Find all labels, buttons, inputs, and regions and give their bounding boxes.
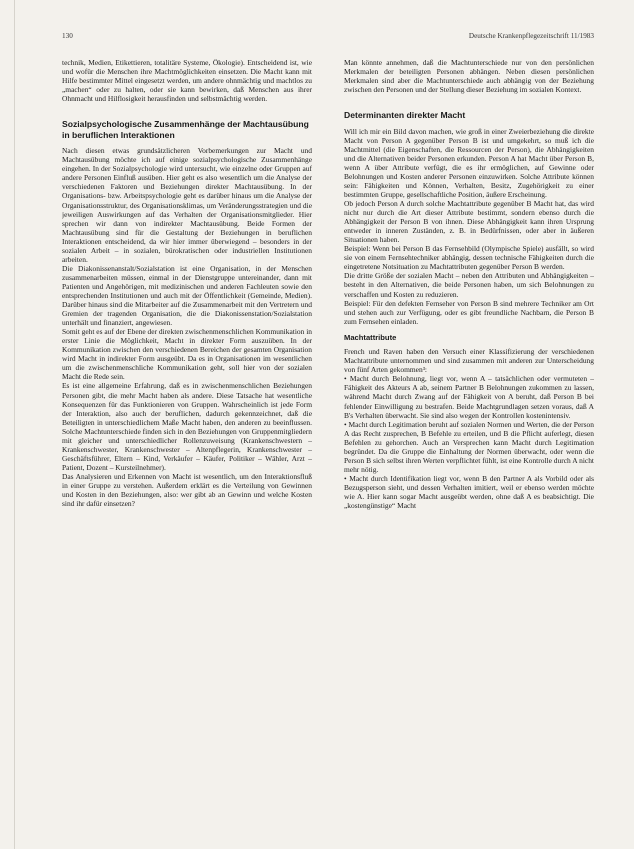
paragraph: Nach diesen etwas grundsätzlicheren Vorbemerkungen zur Macht und Machtausübung möchte ich auf einige sozialpsychologische Zusammenhänge eingehen. In der Sozialpsychologie wird untersucht, wie einzelne oder Gruppen auf andere Personen Einfluß ausüben. Hier geht es also wesentlich um die Analyse der verschiedenen Faktoren und Beziehungen direkter Machtausübung. In der Organisations- bzw. Arbeitspsychologie geht es darüber hinaus um die Analyse der Organisationsstruktur, des Organisationsklimas, um Veränderungsstrategien und die jeweiligen Auswirkungen auf das Verhalten der Organisationsmitglieder. Hier sprechen wir dann von indirekter Machtausübung. Beide Formen der Machtausübung sind für die Gestaltung der Beziehungen in beruflichen Interaktionen entscheidend, da wir hier immer überwiegend – besonders in der sozialen Arbeit – in sozialen, bürokratischen oder industriellen Institutionen arbeiten. [62,146,312,264]
page-header [62,32,594,40]
section-heading: Determinanten direkter Macht [344,110,466,121]
paragraph: Die dritte Größe der sozialen Macht – neben den Attributen und Abhängigkeiten – besteht in den Alternativen, die beide Personen haben, um sich Belohnungen zu verschaffen und Kosten zu reduzieren. [344,271,594,299]
running-head: Deutsche Krankenpflegezeitschrift 11/1983 [468,32,594,40]
paragraph: Man könnte annehmen, daß die Machtunterschiede nur von den persönlichen Merkmalen der beteiligten Personen abhängen. Neben diesen persönlichen Merkmalen sind aber die Machtunterschiede auch abhängig von der Beziehung zwischen den Personen und der Stellung dieser Beziehung im sozialen Kontext. [344,58,594,95]
paragraph: Will ich mir ein Bild davon machen, wie groß in einer Zweierbeziehung die direkte Macht von Person A gegenüber Person B ist und umgekehrt, so muß ich die Machtmittel (die Eigenschaften, die Ressourcen der Person), die Abhängigkeiten und die Alternativen beider Personen erkunden. Person A hat Macht über Person B, wenn A über Attribute verfügt, die es ihr ermöglichen, auf Gewinne oder Belohnungen und Kosten anderer Personen einzuwirken. Solche Attribute können sein: Fähigkeiten und Können, Verhalten, Besitz, Zugehörigkeit zu einer bestimmten Gruppe, gesellschaftliche Position, äußere Erscheinung. [344,126,594,200]
paragraph: Das Analysieren und Erkennen von Macht ist wesentlich, um den Interaktionsfluß in einer Gruppe zu verstehen. Außerdem erklärt es die Verteilung von Gewinnen und Kosten in den Beziehungen, also: wer gibt ab an Gewinn und welche Kosten sind ihr dafür einsetzen? [62,471,312,509]
paragraph: technik, Medien, Etikettieren, totalitäre Systeme, Ökologie). Entscheidend ist, wie und wofür die Menschen ihre Machtmöglichkeiten einsetzen. Die Macht kann mit Hilfe bestimmter Mittel eingesetzt werden, um andere ohnmächtig und machtlos zu „machen“ oder zu halten, oder sie kann bewirken, daß Menschen aus ihrer Ohnmacht und Hilflosigkeit herausfinden und selbstmächtig werden. [62,58,312,104]
right-column [344,58,594,828]
paragraph: • Macht durch Legitimation beruht auf sozialen Normen und Werten, die der Person A das Recht zusprechen, B Befehle zu erteilen, und B die Pflicht auferlegt, diesen Befehlen zu gehorchen. Auch an Versprechen kann Macht durch Legitimation begründet. Da die Gruppe die Einhaltung der Normen überwacht, oder wenn die Person B sich selbst ihren Werten verpflichtet fühlt, ist eine Kontrolle durch A nicht mehr nötig. [344,419,594,474]
left-column [62,58,312,821]
paragraph: Beispiel: Für den defekten Fernseher von Person B sind mehrere Techniker am Ort und stehen auch zur Verfügung, oder es gibt freundliche Nachbarn, die Person B zum Fernsehen einladen. [344,298,594,326]
paragraph: Ob jedoch Person A durch solche Machtattribute gegenüber B Macht hat, das wird nicht nur durch die Art dieser Attribute bestimmt, sondern ebenso durch die Abhängigkeit der Person B von ihnen. Diese Abhängigkeit kann ihren Ursprung entweder in inneren Zuständen, z. B. in Bedürfnissen, oder aber in äußeren Situationen haben. [344,199,594,245]
paragraph: • Macht durch Belohnung, liegt vor, wenn A – tatsächlichen oder vermuteten – Fähigkeit des Akteurs A ab, seinem Partner B Belohnungen zukommen zu lassen, während Macht durch Zwang auf der Fähigkeit von A beruht, daß Person B bei fehlender Einwilligung zu bestrafen. Beide Machtgrundlagen setzen voraus, daß A B's Verhalten überwacht. Sie sind also wegen der Kontrollen kostenintensiv. [344,374,594,420]
paragraph: Die Diakonissenanstalt/Sozialstation ist eine Organisation, in der Menschen zusammenarbeiten müssen, einmal in der Dienstgruppe untereinander, dann mit Patienten und Angehörigen, mit medizinischen und anderen Fachleuten sowie den entsprechenden Institutionen und auch mit der Öffentlichkeit (Gemeinde, Medien). Darüber hinaus sind die Mitarbeiter auf die Zusammenarbeit mit den Vertretern und Gremien der tragenden Organisation, die die Diakonissenstation/Sozialstation unterhält und finanziert, angewiesen. [62,263,312,328]
page-number: 130 [62,32,73,40]
paragraph: French und Raven haben den Versuch einer Klassifizierung der verschiedenen Machtattribute unternommen und sind zusammen mit anderen zur Unterscheidung von fünf Arten gekommen³: [344,347,594,375]
paragraph: Es ist eine allgemeine Erfahrung, daß es in zwischenmenschlichen Beziehungen Personen gibt, die mehr Macht haben als andere. Diese Tatsache hat wesentliche Konsequenzen für das Funktionieren von Gruppen. Wahrscheinlich ist jede Form der Interaktion, also auch der beruflichen, dadurch gekennzeichnet, daß die Beteiligten in unterschiedlichem Maße Macht haben, den anderen zu beeinflussen. Solche Machtunterschiede finden sich in den Beziehungen von Gruppenmitgliedern mit gleicher und unterschiedlicher Rollenzuweisung (Krankenschwestern – Krankenschwester, Krankenschwester – Altenpflegerin, Krankenschwester – Geschäftsführer, Eltern – Kind, Verkäufer – Käufer, Politiker – Wähler, Arzt – Patient, Dozent – Kursteilnehmer). [62,381,312,472]
paragraph: Beispiel: Wenn bei Person B das Fernsehbild (Olympische Spiele) ausfällt, so wird sie von einem Fernsehtechniker abhängig, dessen technische Fähigkeiten durch die eingetretene Notsituation zu Machtattributen gegenüber Person B werden. [344,244,594,272]
paragraph: Somit geht es auf der Ebene der direkten zwischenmenschlichen Kommunikation in erster Linie die Möglichkeit, Macht in direkter Form auszuüben. In der Kommunikation zwischen den verschiedenen Bereichen der gesamten Organisation wird Macht in indirekter Form ausgeübt. Da es in Organisationen im wesentlichen um die zwischenmenschliche Kommunikation geht, soll hier von der sozialen Macht die Rede sein. [62,327,312,382]
paragraph: • Macht durch Identifikation liegt vor, wenn B den Partner A als Vorbild oder als Bezugsperson sieht, und dessen Verhalten imitiert, weil er ebenso werden möchte wie A. Hier kann sogar Macht ausgeübt werden, ohne daß A es beabsichtigt. Die „kostengünstige“ Macht [344,473,594,511]
scan-gutter-line [14,0,15,849]
subsection-heading: Machtattribute [344,332,397,342]
section-heading: Sozialpsychologische Zusammenhänge der Machtausübung in beruflichen Interaktionen [62,119,309,140]
